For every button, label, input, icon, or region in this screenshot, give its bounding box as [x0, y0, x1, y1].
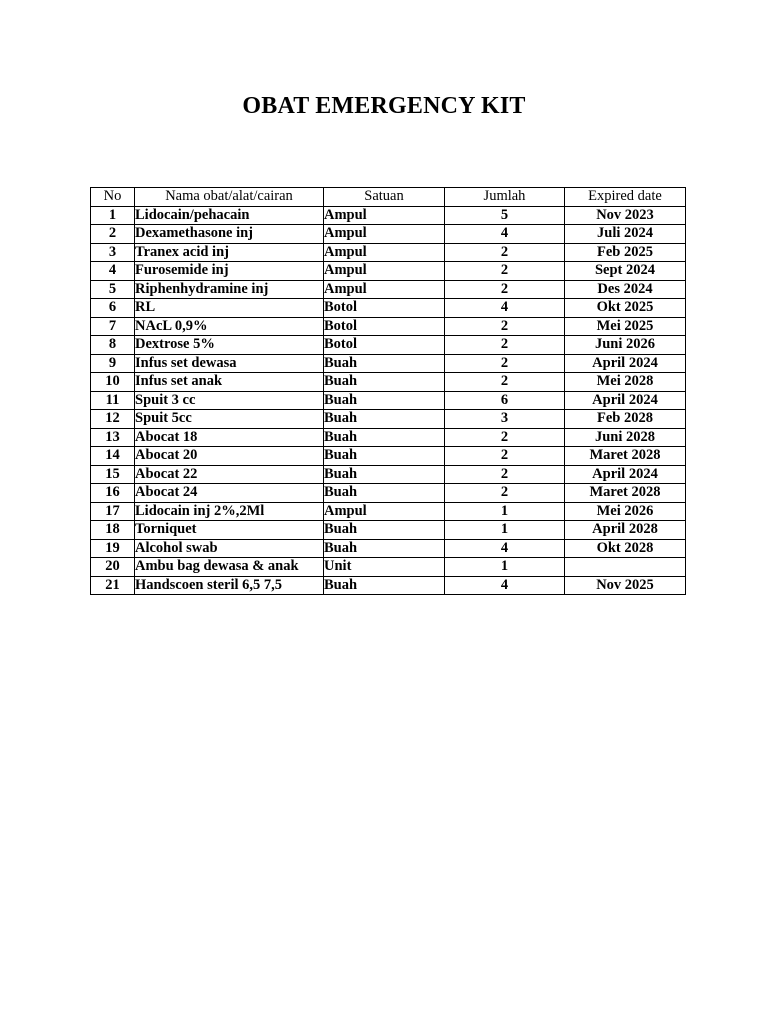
cell-name: Abocat 24 [135, 484, 324, 503]
table-row [91, 262, 686, 281]
table-row [91, 465, 686, 484]
cell-qty: 3 [445, 410, 565, 429]
cell-unit: Buah [324, 447, 445, 466]
cell-expired: Sept 2024 [565, 262, 686, 281]
header-name: Nama obat/alat/cairan [135, 188, 324, 207]
cell-no: 15 [91, 465, 135, 484]
table-row [91, 225, 686, 244]
cell-no: 7 [91, 317, 135, 336]
header-unit: Satuan [324, 188, 445, 207]
cell-expired: Okt 2025 [565, 299, 686, 318]
table-row [91, 521, 686, 540]
table-row [91, 428, 686, 447]
page-title: OBAT EMERGENCY KIT [242, 93, 526, 119]
cell-no: 17 [91, 502, 135, 521]
table-header-row [91, 188, 686, 207]
cell-qty: 2 [445, 354, 565, 373]
header-no: No [91, 188, 135, 207]
cell-expired: April 2024 [565, 391, 686, 410]
table-row [91, 373, 686, 392]
cell-no: 19 [91, 539, 135, 558]
cell-name: Spuit 5cc [135, 410, 324, 429]
cell-qty: 4 [445, 576, 565, 595]
cell-unit: Ampul [324, 280, 445, 299]
cell-name: Spuit 3 cc [135, 391, 324, 410]
cell-qty: 1 [445, 521, 565, 540]
cell-qty: 1 [445, 558, 565, 577]
cell-expired: Maret 2028 [565, 447, 686, 466]
cell-unit: Botol [324, 317, 445, 336]
cell-name: Tranex acid inj [135, 243, 324, 262]
cell-unit: Ampul [324, 262, 445, 281]
cell-name: NAcL 0,9% [135, 317, 324, 336]
cell-name: Alcohol swab [135, 539, 324, 558]
cell-unit: Ampul [324, 206, 445, 225]
cell-no: 18 [91, 521, 135, 540]
table-row [91, 391, 686, 410]
cell-qty: 2 [445, 465, 565, 484]
cell-qty: 4 [445, 539, 565, 558]
cell-expired: Mei 2025 [565, 317, 686, 336]
cell-no: 5 [91, 280, 135, 299]
table-row [91, 206, 686, 225]
cell-qty: 2 [445, 447, 565, 466]
cell-name: Infus set anak [135, 373, 324, 392]
cell-expired: Des 2024 [565, 280, 686, 299]
table-row [91, 539, 686, 558]
cell-unit: Buah [324, 410, 445, 429]
cell-name: Lidocain inj 2%,2Ml [135, 502, 324, 521]
cell-unit: Buah [324, 539, 445, 558]
cell-no: 16 [91, 484, 135, 503]
cell-unit: Ampul [324, 502, 445, 521]
cell-unit: Buah [324, 484, 445, 503]
cell-name: Abocat 18 [135, 428, 324, 447]
cell-unit: Buah [324, 521, 445, 540]
cell-qty: 2 [445, 373, 565, 392]
cell-unit: Buah [324, 354, 445, 373]
table-row [91, 317, 686, 336]
cell-expired [565, 558, 686, 577]
cell-name: Ambu bag dewasa & anak [135, 558, 324, 577]
cell-name: Furosemide inj [135, 262, 324, 281]
header-qty: Jumlah [445, 188, 565, 207]
cell-qty: 6 [445, 391, 565, 410]
table-row [91, 354, 686, 373]
cell-expired: Feb 2025 [565, 243, 686, 262]
cell-qty: 2 [445, 336, 565, 355]
cell-unit: Buah [324, 465, 445, 484]
cell-unit: Botol [324, 299, 445, 318]
cell-no: 8 [91, 336, 135, 355]
cell-expired: April 2024 [565, 465, 686, 484]
table-row [91, 502, 686, 521]
cell-expired: Okt 2028 [565, 539, 686, 558]
cell-expired: Mei 2028 [565, 373, 686, 392]
cell-qty: 2 [445, 317, 565, 336]
table-row [91, 243, 686, 262]
cell-name: Torniquet [135, 521, 324, 540]
table-body [91, 206, 686, 595]
table-row [91, 410, 686, 429]
cell-no: 1 [91, 206, 135, 225]
cell-name: RL [135, 299, 324, 318]
table-row [91, 576, 686, 595]
table-row [91, 447, 686, 466]
cell-name: Dextrose 5% [135, 336, 324, 355]
cell-name: Infus set dewasa [135, 354, 324, 373]
cell-expired: Juni 2028 [565, 428, 686, 447]
cell-no: 12 [91, 410, 135, 429]
cell-expired: Juli 2024 [565, 225, 686, 244]
table-row [91, 558, 686, 577]
cell-no: 21 [91, 576, 135, 595]
cell-unit: Buah [324, 373, 445, 392]
cell-unit: Ampul [324, 225, 445, 244]
cell-no: 9 [91, 354, 135, 373]
cell-no: 13 [91, 428, 135, 447]
emergency-kit-table [90, 187, 686, 595]
cell-qty: 1 [445, 502, 565, 521]
cell-expired: Maret 2028 [565, 484, 686, 503]
cell-qty: 5 [445, 206, 565, 225]
cell-name: Handscoen steril 6,5 7,5 [135, 576, 324, 595]
cell-no: 11 [91, 391, 135, 410]
cell-name: Riphenhydramine inj [135, 280, 324, 299]
cell-qty: 2 [445, 428, 565, 447]
cell-name: Abocat 22 [135, 465, 324, 484]
cell-qty: 2 [445, 484, 565, 503]
cell-unit: Unit [324, 558, 445, 577]
header-expired: Expired date [565, 188, 686, 207]
cell-expired: Juni 2026 [565, 336, 686, 355]
cell-unit: Buah [324, 391, 445, 410]
cell-unit: Botol [324, 336, 445, 355]
cell-expired: Mei 2026 [565, 502, 686, 521]
cell-expired: Nov 2023 [565, 206, 686, 225]
cell-no: 2 [91, 225, 135, 244]
cell-no: 3 [91, 243, 135, 262]
cell-name: Lidocain/pehacain [135, 206, 324, 225]
cell-qty: 2 [445, 262, 565, 281]
table-row [91, 299, 686, 318]
cell-name: Dexamethasone inj [135, 225, 324, 244]
cell-no: 10 [91, 373, 135, 392]
cell-expired: Nov 2025 [565, 576, 686, 595]
cell-expired: April 2024 [565, 354, 686, 373]
cell-qty: 2 [445, 243, 565, 262]
cell-name: Abocat 20 [135, 447, 324, 466]
table-row [91, 336, 686, 355]
cell-qty: 2 [445, 280, 565, 299]
cell-expired: April 2028 [565, 521, 686, 540]
cell-unit: Buah [324, 428, 445, 447]
table-row [91, 484, 686, 503]
cell-unit: Ampul [324, 243, 445, 262]
cell-expired: Feb 2028 [565, 410, 686, 429]
cell-no: 14 [91, 447, 135, 466]
table-row [91, 280, 686, 299]
cell-qty: 4 [445, 225, 565, 244]
cell-no: 6 [91, 299, 135, 318]
cell-qty: 4 [445, 299, 565, 318]
cell-no: 20 [91, 558, 135, 577]
cell-unit: Buah [324, 576, 445, 595]
cell-no: 4 [91, 262, 135, 281]
